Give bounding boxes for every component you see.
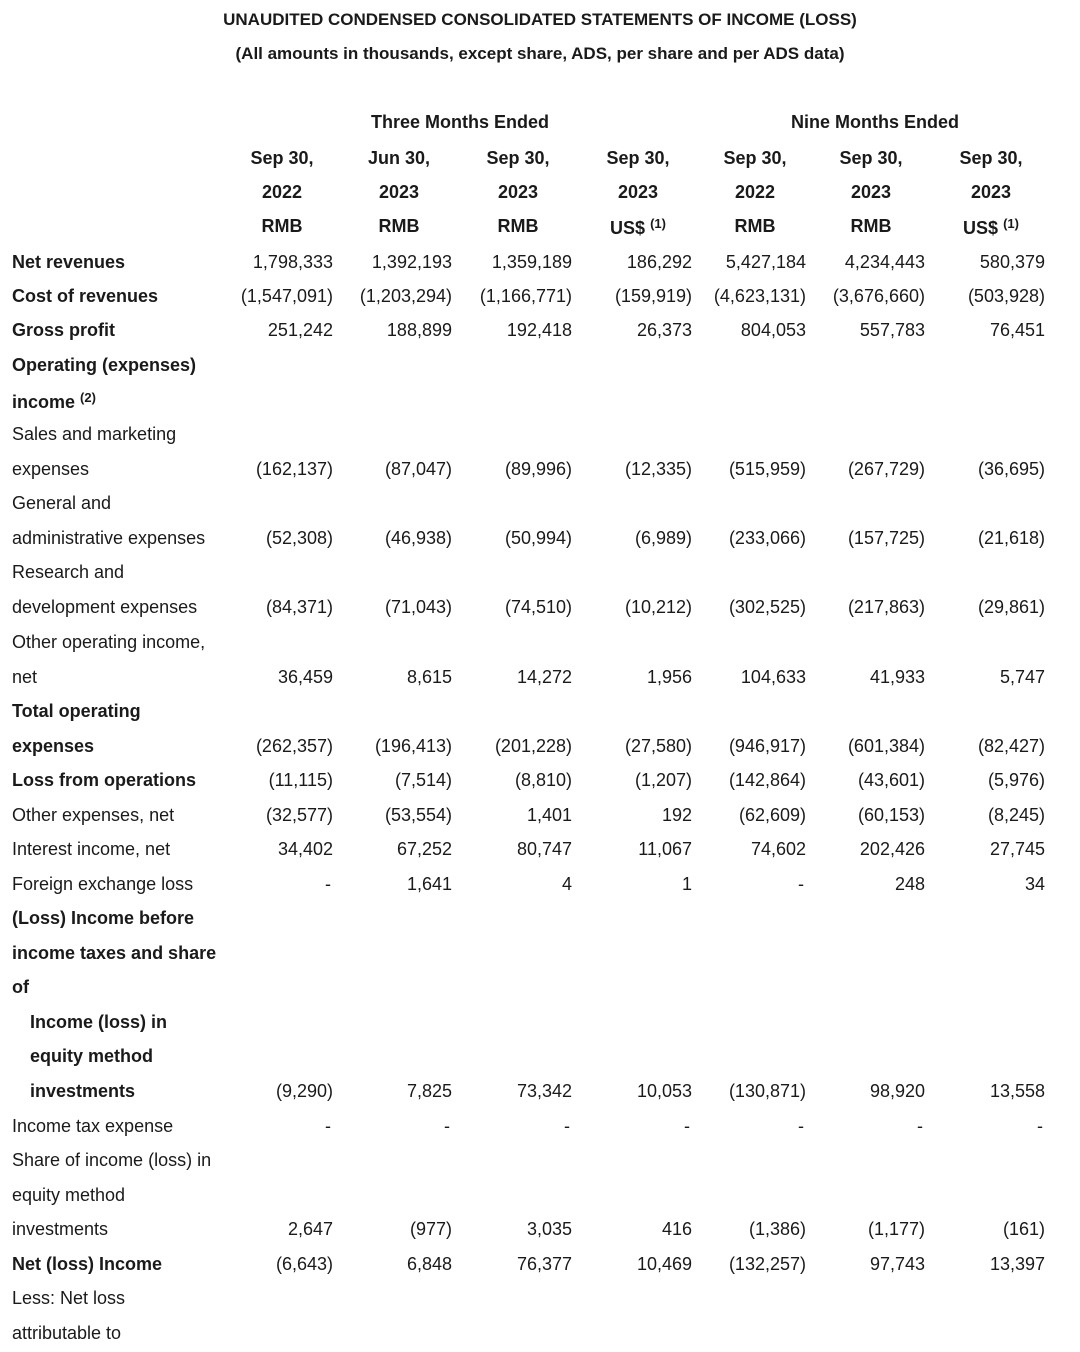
row-value: (302,525) [728, 596, 806, 617]
row-label: Net revenues [12, 252, 126, 272]
row-value: 80,747 [516, 839, 572, 859]
row-value: (130,871) [728, 1081, 806, 1101]
column-header-date [936, 148, 1046, 169]
row-label: Cost of revenues [12, 286, 159, 306]
row-value: (6,989) [634, 527, 692, 548]
column-header-unit [936, 216, 1046, 239]
row-value: (53,554) [384, 805, 452, 825]
row-value: 34,402 [277, 839, 333, 859]
row-value: (162,137) [255, 458, 333, 479]
row-value: (946,917) [728, 735, 806, 756]
row-value: (62,609) [738, 805, 806, 825]
row-label: development expenses [12, 596, 198, 617]
column-header-year [227, 182, 337, 203]
row-label: Net (loss) Income [12, 1254, 163, 1274]
row-value: 4,234,443 [844, 252, 925, 272]
row-value: 26,373 [636, 320, 692, 340]
row-value: (8,245) [987, 805, 1045, 825]
row-value: 202,426 [859, 839, 925, 859]
row-value: (161) [1002, 1219, 1045, 1240]
column-header-footnote: (1) [1003, 216, 1019, 231]
row-label: Total operating [12, 701, 141, 721]
column-header-unit-text: RMB [378, 216, 420, 236]
row-value: 804,053 [740, 320, 806, 340]
column-header-date-text: Sep 30, [959, 148, 1023, 168]
row-value: 416 [661, 1219, 692, 1240]
row-value: 36,459 [277, 666, 333, 687]
row-value: 73,342 [516, 1081, 572, 1101]
column-header-year [583, 182, 693, 203]
row-value: - [798, 874, 804, 894]
column-header-unit [816, 216, 926, 237]
row-value: (5,976) [987, 770, 1045, 790]
row-value: (50,994) [504, 527, 572, 548]
row-value: (1,177) [867, 1219, 925, 1240]
row-value: 188,899 [386, 320, 452, 340]
column-header-date [344, 148, 454, 169]
row-value: 1,798,333 [252, 252, 333, 272]
row-label: expenses [12, 458, 90, 479]
row-value: - [325, 1116, 331, 1136]
column-header-unit-text: US$ [963, 218, 999, 238]
column-header-year [700, 182, 810, 203]
column-header-year-text: 2022 [734, 182, 776, 202]
row-label: Less: Net loss [12, 1288, 126, 1308]
group-header-three-months: Three Months Ended [370, 112, 549, 132]
row-value: 1,359,189 [491, 252, 572, 272]
column-header-year-text: 2022 [261, 182, 303, 202]
row-label: Foreign exchange loss [12, 874, 194, 894]
column-header-year-text: 2023 [617, 182, 659, 202]
row-label: income taxes and share [12, 942, 217, 963]
row-value: 97,743 [869, 1254, 925, 1274]
row-value: 1,401 [526, 805, 572, 825]
row-label: General and [12, 493, 112, 513]
row-value: (3,676,660) [832, 286, 925, 306]
row-value: (1,207) [634, 770, 692, 790]
row-label: net [12, 666, 38, 687]
row-value: (6,643) [275, 1254, 333, 1274]
column-header-unit [227, 216, 337, 237]
row-value: - [444, 1116, 450, 1136]
row-value: 76,451 [989, 320, 1045, 340]
row-value: - [325, 874, 331, 894]
row-label: investments [30, 1081, 136, 1101]
row-value: (74,510) [504, 596, 572, 617]
row-value: - [684, 1116, 690, 1136]
row-label: of [12, 977, 29, 998]
column-header-date [227, 148, 337, 169]
row-value: (1,386) [748, 1219, 806, 1240]
column-header-unit-text: RMB [850, 216, 892, 236]
row-label: Income (loss) in [30, 1011, 168, 1032]
row-label: expenses [12, 735, 95, 756]
row-value: (159,919) [614, 286, 692, 306]
group-header-nine-months: Nine Months Ended [791, 112, 959, 132]
column-header-unit [583, 216, 693, 239]
row-value: (503,928) [967, 286, 1045, 306]
row-value: 67,252 [396, 839, 452, 859]
column-header-date-text: Sep 30, [606, 148, 670, 168]
column-header-date-text: Sep 30, [839, 148, 903, 168]
row-label: Loss from operations [12, 770, 197, 790]
row-label: Other expenses, net [12, 805, 175, 825]
column-header-date [816, 148, 926, 169]
row-value: (1,203,294) [359, 286, 452, 306]
row-value: (29,861) [977, 596, 1045, 617]
column-header-year [344, 182, 454, 203]
row-label: Income tax expense [12, 1116, 174, 1136]
column-header-year-text: 2023 [378, 182, 420, 202]
row-value: (8,810) [514, 770, 572, 790]
row-value: (132,257) [728, 1254, 806, 1274]
column-header-unit [344, 216, 454, 237]
column-header-year-text: 2023 [497, 182, 539, 202]
row-value: 1 [681, 874, 692, 894]
row-value: (46,938) [384, 527, 452, 548]
row-value: 104,633 [740, 666, 806, 687]
row-value: (60,153) [857, 805, 925, 825]
row-value: 6,848 [406, 1254, 452, 1274]
row-value: (27,580) [624, 735, 692, 756]
row-value: - [798, 1116, 804, 1136]
row-value: (233,066) [728, 527, 806, 548]
row-value: (82,427) [977, 735, 1045, 756]
row-value: (87,047) [384, 458, 452, 479]
row-label: attributable to [12, 1322, 122, 1343]
row-value: (142,864) [728, 770, 806, 790]
row-value: (36,695) [977, 458, 1045, 479]
row-value: 8,615 [406, 666, 452, 687]
row-value: 5,747 [999, 666, 1045, 687]
column-header-date [700, 148, 810, 169]
statement-title: UNAUDITED CONDENSED CONSOLIDATED STATEMENTS OF INCOME (LOSS) [223, 10, 857, 29]
column-header-unit [700, 216, 810, 237]
column-header-unit-text: RMB [261, 216, 303, 236]
row-value: 557,783 [859, 320, 925, 340]
row-value: - [917, 1116, 923, 1136]
row-value: 580,379 [979, 252, 1045, 272]
statement-subtitle: (All amounts in thousands, except share, ADS, per share and per ADS data) [235, 44, 845, 63]
row-label: income $^{(2)}$ [12, 389, 96, 412]
row-value: (9,290) [275, 1081, 333, 1101]
column-header-unit-text: US$ [610, 218, 646, 238]
row-value: (977) [409, 1219, 452, 1240]
row-label: Research and [12, 562, 125, 582]
row-value: (21,618) [977, 527, 1045, 548]
row-value: 13,397 [989, 1254, 1045, 1274]
row-value: (4,623,131) [713, 286, 806, 306]
row-label: equity method [30, 1046, 154, 1067]
row-value: 41,933 [869, 666, 925, 687]
row-value: 192 [661, 805, 692, 825]
row-value: (7,514) [394, 770, 452, 790]
row-value: (157,725) [847, 527, 925, 548]
row-value: (217,863) [847, 596, 925, 617]
row-value: (89,996) [504, 458, 572, 479]
column-header-date-text: Jun 30, [367, 148, 431, 168]
row-value: (262,357) [255, 735, 333, 756]
row-value: 186,292 [626, 252, 692, 272]
column-header-year-text: 2023 [850, 182, 892, 202]
row-value: 11,067 [638, 839, 692, 859]
column-header-date-text: Sep 30, [723, 148, 787, 168]
row-value: (515,959) [728, 458, 806, 479]
row-value: (196,413) [374, 735, 452, 756]
row-value: - [1037, 1116, 1043, 1136]
column-header-year [816, 182, 926, 203]
row-value: 76,377 [516, 1254, 572, 1274]
row-value: (32,577) [265, 805, 333, 825]
row-label: Share of income (loss) in [12, 1150, 212, 1170]
row-label: administrative expenses [12, 527, 206, 548]
row-value: 7,825 [406, 1081, 452, 1101]
row-value: 14,272 [516, 666, 572, 687]
row-value: (12,335) [624, 458, 692, 479]
row-label: Sales and marketing [12, 424, 177, 444]
column-header-year-text: 2023 [970, 182, 1012, 202]
row-value: (11,115) [268, 770, 333, 790]
row-value: (1,166,771) [479, 286, 572, 306]
row-value: (84,371) [265, 596, 333, 617]
column-header-date [463, 148, 573, 169]
row-value: 251,242 [267, 320, 333, 340]
row-value: 192,418 [506, 320, 572, 340]
row-value: 4 [561, 874, 572, 894]
column-header-unit-text: RMB [734, 216, 776, 236]
row-label: Gross profit [12, 320, 116, 340]
column-header-date-text: Sep 30, [250, 148, 314, 168]
row-value: (10,212) [624, 596, 692, 617]
row-value: 13,558 [989, 1081, 1045, 1101]
row-label-footnote: (2) [80, 389, 96, 405]
row-value: (52,308) [265, 527, 333, 548]
row-value: 34 [1024, 874, 1045, 894]
row-value: (201,228) [494, 735, 572, 756]
row-value: 98,920 [869, 1081, 925, 1101]
row-value: 3,035 [526, 1219, 572, 1240]
row-value: 248 [894, 874, 925, 894]
row-label: equity method [12, 1184, 126, 1205]
row-label: (Loss) Income before [12, 908, 195, 928]
column-header-date [583, 148, 693, 169]
column-header-unit-text: RMB [497, 216, 539, 236]
row-value: 1,956 [646, 666, 692, 687]
row-value: 74,602 [750, 839, 806, 859]
row-value: (1,547,091) [240, 286, 333, 306]
row-value: (43,601) [857, 770, 925, 790]
column-header-date-text: Sep 30, [486, 148, 550, 168]
row-label: investments [12, 1219, 109, 1240]
row-value: (71,043) [384, 596, 452, 617]
row-value: 2,647 [287, 1219, 333, 1240]
row-value: 1,641 [406, 874, 452, 894]
row-value: (601,384) [847, 735, 925, 756]
row-value: 27,745 [989, 839, 1045, 859]
row-value: 10,053 [636, 1081, 692, 1101]
column-header-year [936, 182, 1046, 203]
row-label: Interest income, net [12, 839, 171, 859]
row-value: 10,469 [636, 1254, 692, 1274]
row-label: Other operating income, [12, 632, 206, 652]
column-header-footnote: (1) [650, 216, 666, 231]
row-value: (267,729) [847, 458, 925, 479]
row-value: - [564, 1116, 570, 1136]
row-value: 5,427,184 [725, 252, 806, 272]
column-header-unit [463, 216, 573, 237]
row-label: Operating (expenses) [12, 355, 197, 375]
column-header-year [463, 182, 573, 203]
row-value: 1,392,193 [371, 252, 452, 272]
